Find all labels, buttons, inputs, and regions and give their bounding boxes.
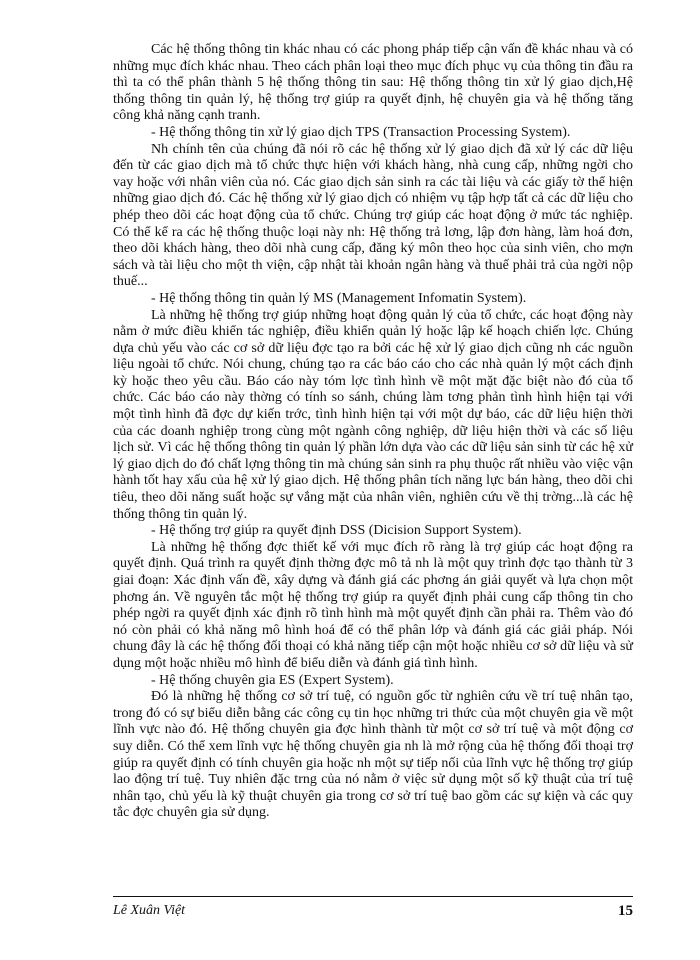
heading-tps: - Hệ thống thông tin xử lý giao dịch TPS (Transaction Processing System). (151, 124, 571, 140)
footer-author: Lê Xuân Việt (113, 903, 186, 918)
paragraph-tps: Nh chính tên của chúng đã nói rõ các hệ thống xử lý giao dịch đã xử lý các dữ liệu đến từ các giao dịch mà tổ chức thực hiện với khách hàng, nhà cung cấp, những ngời cho vay hoặc với nhân viên của nó. Các giao dịch sản sinh ra các tài liệu và các giấy tờ thể hiện những giao dịch đó. Các hệ thống xử lý giao dịch có nhiệm vụ tập hợp tất cả các dữ liệu cho phép theo dõi các hoạt động của tổ chức. Chúng trợ giúp các hoạt động ở mức tác nghiệp. Có thể kể ra các hệ thống thuộc loại này nh: Hệ thống trả lơng, lập đơn hàng, làm hoá đơn, theo dõi khách hàng, theo dõi nhà cung cấp, đăng ký môn theo học của sinh viên, cho mợn sách và tài liệu cho một th viện, cập nhật tài khoản ngân hàng và thuế phải trả của ngời nộp thuế... (113, 141, 633, 290)
heading-mis: - Hệ thống thông tin quản lý MS (Management Infomatin System). (151, 290, 527, 306)
footer-divider (113, 896, 633, 897)
paragraph-mis: Là những hệ thống trợ giúp những hoạt động quản lý của tổ chức, các hoạt động này nằm ở mức điều khiển tác nghiệp, điều khiển quản lý hoặc lập kế hoạch chiến lợc. Chúng dựa chủ yếu vào các cơ sở dữ liệu đợc tạo ra bởi các hệ xử lý giao dịch cũng nh các nguồn liệu ngoài tổ chức. Nói chung, chúng tạo ra các báo cáo cho các nhà quản lý một cách định kỳ hoặc theo yêu cầu. Báo cáo này tóm lợc tình hình về một mặt đặc biệt nào đó của tổ chức. Các báo cáo này thờng có tính so sánh, chúng làm tơng phản tình hình hiện tại với một tình hình đã đợc dự kiến trớc, tình hình hiện tại với một dự báo, các dữ liệu hiện thời của các doanh nghiệp trong cùng một ngành công nghiệp, dữ liệu hiện thời và các số liệu lịch sử. Vì các hệ thống thông tin quản lý phần lớn dựa vào các dữ liệu sản sinh từ các hệ xử lý giao dịch do đó chất lợng thông tin mà chúng sản sinh ra phụ thuộc rất nhiều vào việc vận hành tốt hay xấu của hệ xử lý giao dịch. Hệ thống phân tích năng lực bán hàng, theo dõi chi tiêu, theo dõi năng suất hoặc sự vắng mặt của nhân viên, nghiên cứu về thị trờng...là các hệ thống thông tin quản lý. (113, 307, 633, 522)
heading-dss: - Hệ thống trợ giúp ra quyết định DSS (Dicision Support System). (151, 523, 522, 539)
paragraph-es: Đó là những hệ thống cơ sở trí tuệ, có nguồn gốc từ nghiên cứu về trí tuệ nhân tạo, trong đó có sự biểu diễn bằng các công cụ tin học những tri thức của một chuyên gia về một lĩnh vực nào đó. Hệ thống chuyên gia đợc hình thành từ một cơ sở trí tuệ và một động cơ suy diễn. Có thể xem lĩnh vực hệ thống chuyên gia nh là mở rộng của hệ thống đối thoại trợ giúp ra quyết định có tính chuyên gia hoặc nh một sự tiếp nối của lĩnh vực hệ thống trợ giúp lao động trí tuệ. Tuy nhiên đặc trng của nó nằm ở việc sử dụng một số kỹ thuật của trí tuệ nhân tạo, chủ yếu là kỹ thuật chuyên gia trong cơ sở trí tuệ bao gồm các sự kiện và các quy tắc đợc chuyên gia sử dụng. (113, 689, 633, 821)
paragraph-intro: Các hệ thống thông tin khác nhau có các phong pháp tiếp cận vấn đề khác nhau và có những mục đích khác nhau. Theo cách phân loại theo mục đích phục vụ của thông tin đầu ra thì ta có thể phân thành 5 hệ thống thông tin sau: Hệ thống thông tin xử lý giao dịch,Hệ thống thông tin quản lý, hệ thống trợ giúp ra quyết định, hệ chuyên gia và hệ thống tăng công khả năng cạnh tranh. (113, 42, 633, 124)
heading-es: - Hệ thống chuyên gia ES (Expert System). (151, 672, 394, 688)
page-number: 15 (618, 903, 633, 919)
paragraph-dss: Là những hệ thống đợc thiết kế với mục đích rõ ràng là trợ giúp các hoạt động ra quyết định. Quá trình ra quyết định thờng đợc mô tả nh là một quy trình đợc tạo thành từ 3 giai đoạn: Xác định vấn đề, xây dựng và đánh giá các phơng án giải quyết và lựa chọn một phơng án. Về nguyên tắc một hệ thống trợ giúp ra quyết định phải cung cấp thông tin cho phép ngời ra quyết định xác định rõ tình hình mà một quyết định cần phải ra. Thêm vào đó nó còn phải có khả năng mô hình hoá để có thể phân lớp và đánh giá các giải pháp. Nói chung đây là các hệ thống đối thoại có khả năng tiếp cận một hoặc nhiều cơ sở dữ liệu và sử dụng một hoặc nhiều mô hình để biểu diễn và đánh giá tình hình. (113, 539, 633, 671)
body-text (113, 42, 633, 822)
